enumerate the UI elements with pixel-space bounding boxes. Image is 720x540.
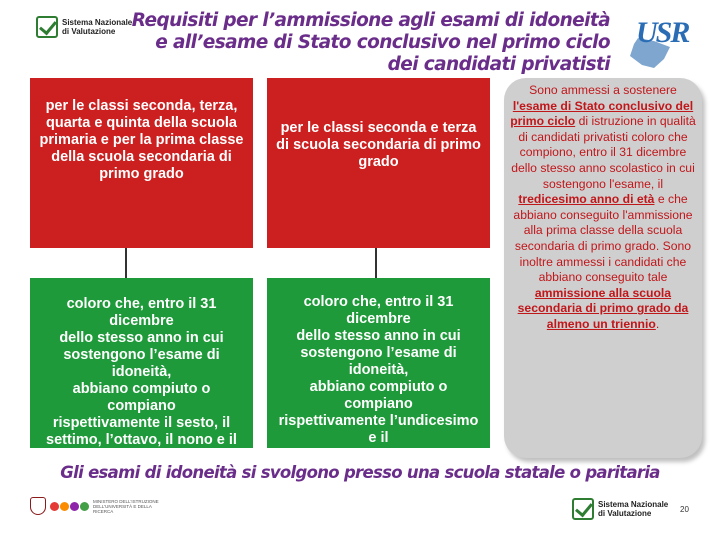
side-panel-text: Sono ammessi a sostenere l'esame di Stato conclusivo del primo ciclo di istruzione in qualità di candidati privatisti coloro che compiono, entro il 31 dicembre dello stesso anno scolastico in cui sostengono l'esame, il tredicesimo anno di età e che abbiano conseguito l'ammissione alla prima classe della scuola secondaria di primo grado. Sono inoltre ammessi i candidati che abbiano conseguito tale ammissione alla scuola secondaria di primo grado da almeno un triennio. xyxy=(510,83,696,331)
logo-line1: Sistema Nazionale xyxy=(62,18,133,27)
column1-header-line: della scuola secondaria di xyxy=(51,149,232,165)
column2-header-line: di scuola secondaria di primo xyxy=(276,137,481,153)
logo-line2: di Valutazione xyxy=(62,27,116,36)
page-title xyxy=(120,10,610,76)
ministry-line2: DELL'UNIVERSITÀ E DELLA RICERCA xyxy=(93,503,152,514)
column1-body-line: sostengono l’esame di idoneità, xyxy=(63,347,220,380)
column1-body-line: decimo anno di età. xyxy=(73,449,210,465)
column2-connector xyxy=(375,248,377,278)
checkbox-icon xyxy=(36,16,58,38)
column2-header-line: grado xyxy=(358,154,399,170)
usr-logo xyxy=(628,16,694,68)
column1-connector xyxy=(125,248,127,278)
column1-body-line: rispettivamente il sesto, il xyxy=(52,415,231,431)
title-line2: e all’esame di Stato conclusivo nel primo ciclo dei candidati privatisti xyxy=(155,32,610,75)
column2-header xyxy=(267,78,490,248)
column1-body xyxy=(30,278,253,465)
column1-header xyxy=(30,78,253,248)
column1-header-line: per le classi seconda, terza, xyxy=(45,98,238,114)
column1-body-line: coloro che, entro il 31 dicembre xyxy=(66,296,217,329)
checkbox-icon xyxy=(572,498,594,520)
footer-logo-line1: Sistema Nazionale xyxy=(598,500,669,509)
page-number: 20 xyxy=(680,505,689,514)
column2-header-line: per le classi seconda e terza xyxy=(280,120,477,136)
ministry-logo xyxy=(30,497,173,515)
underlined-tredicesimo-anno: tredicesimo anno di età xyxy=(518,192,655,207)
underlined-esame-di-stato: l'esame di Stato conclusivo del primo ciclo xyxy=(510,98,694,129)
column2-body xyxy=(267,278,490,463)
column1-header-line: quarta e quinta della scuola xyxy=(46,115,237,131)
footer-logo-line2: di Valutazione xyxy=(598,509,652,518)
column1-header-line: primo grado xyxy=(99,166,184,182)
footer-snv-logo xyxy=(572,498,668,520)
column2-body-line: sostengono l’esame di idoneità, xyxy=(300,345,457,378)
underlined-ammissione-triennio: ammissione alla scuola secondaria di primo grado da almeno un triennio xyxy=(517,285,689,331)
footer-note: Gli esami di idoneità si svolgono presso una scuola statale o paritaria xyxy=(60,463,660,482)
column1-body-line: settimo, l’ottavo, il nono e il xyxy=(46,432,237,448)
column1-header-line: primaria e per la prima classe xyxy=(39,132,244,148)
column2-body-line: coloro che, entro il 31 dicembre xyxy=(303,294,454,327)
column2-body-line: dello stesso anno in cui xyxy=(296,328,461,344)
republic-emblem-icon xyxy=(30,497,46,515)
usr-logo-text: USR xyxy=(636,16,689,49)
ministry-line1: MINISTERO DELL'ISTRUZIONE xyxy=(93,498,159,504)
column2-body-line: rispettivamente l’undicesimo e il xyxy=(278,413,479,446)
column2-body-line: abbiano compiuto o compiano xyxy=(309,379,448,412)
title-line1: Requisiti per l’ammissione agli esami di idoneità xyxy=(131,10,610,31)
column1-body-line: abbiano compiuto o compiano xyxy=(72,381,211,414)
header-snv-logo xyxy=(36,16,132,38)
invalsi-dots-icon xyxy=(50,502,89,511)
column1-body-line: dello stesso anno in cui xyxy=(59,330,224,346)
column2-body-line: dodicesimo anno di età. xyxy=(295,447,462,463)
